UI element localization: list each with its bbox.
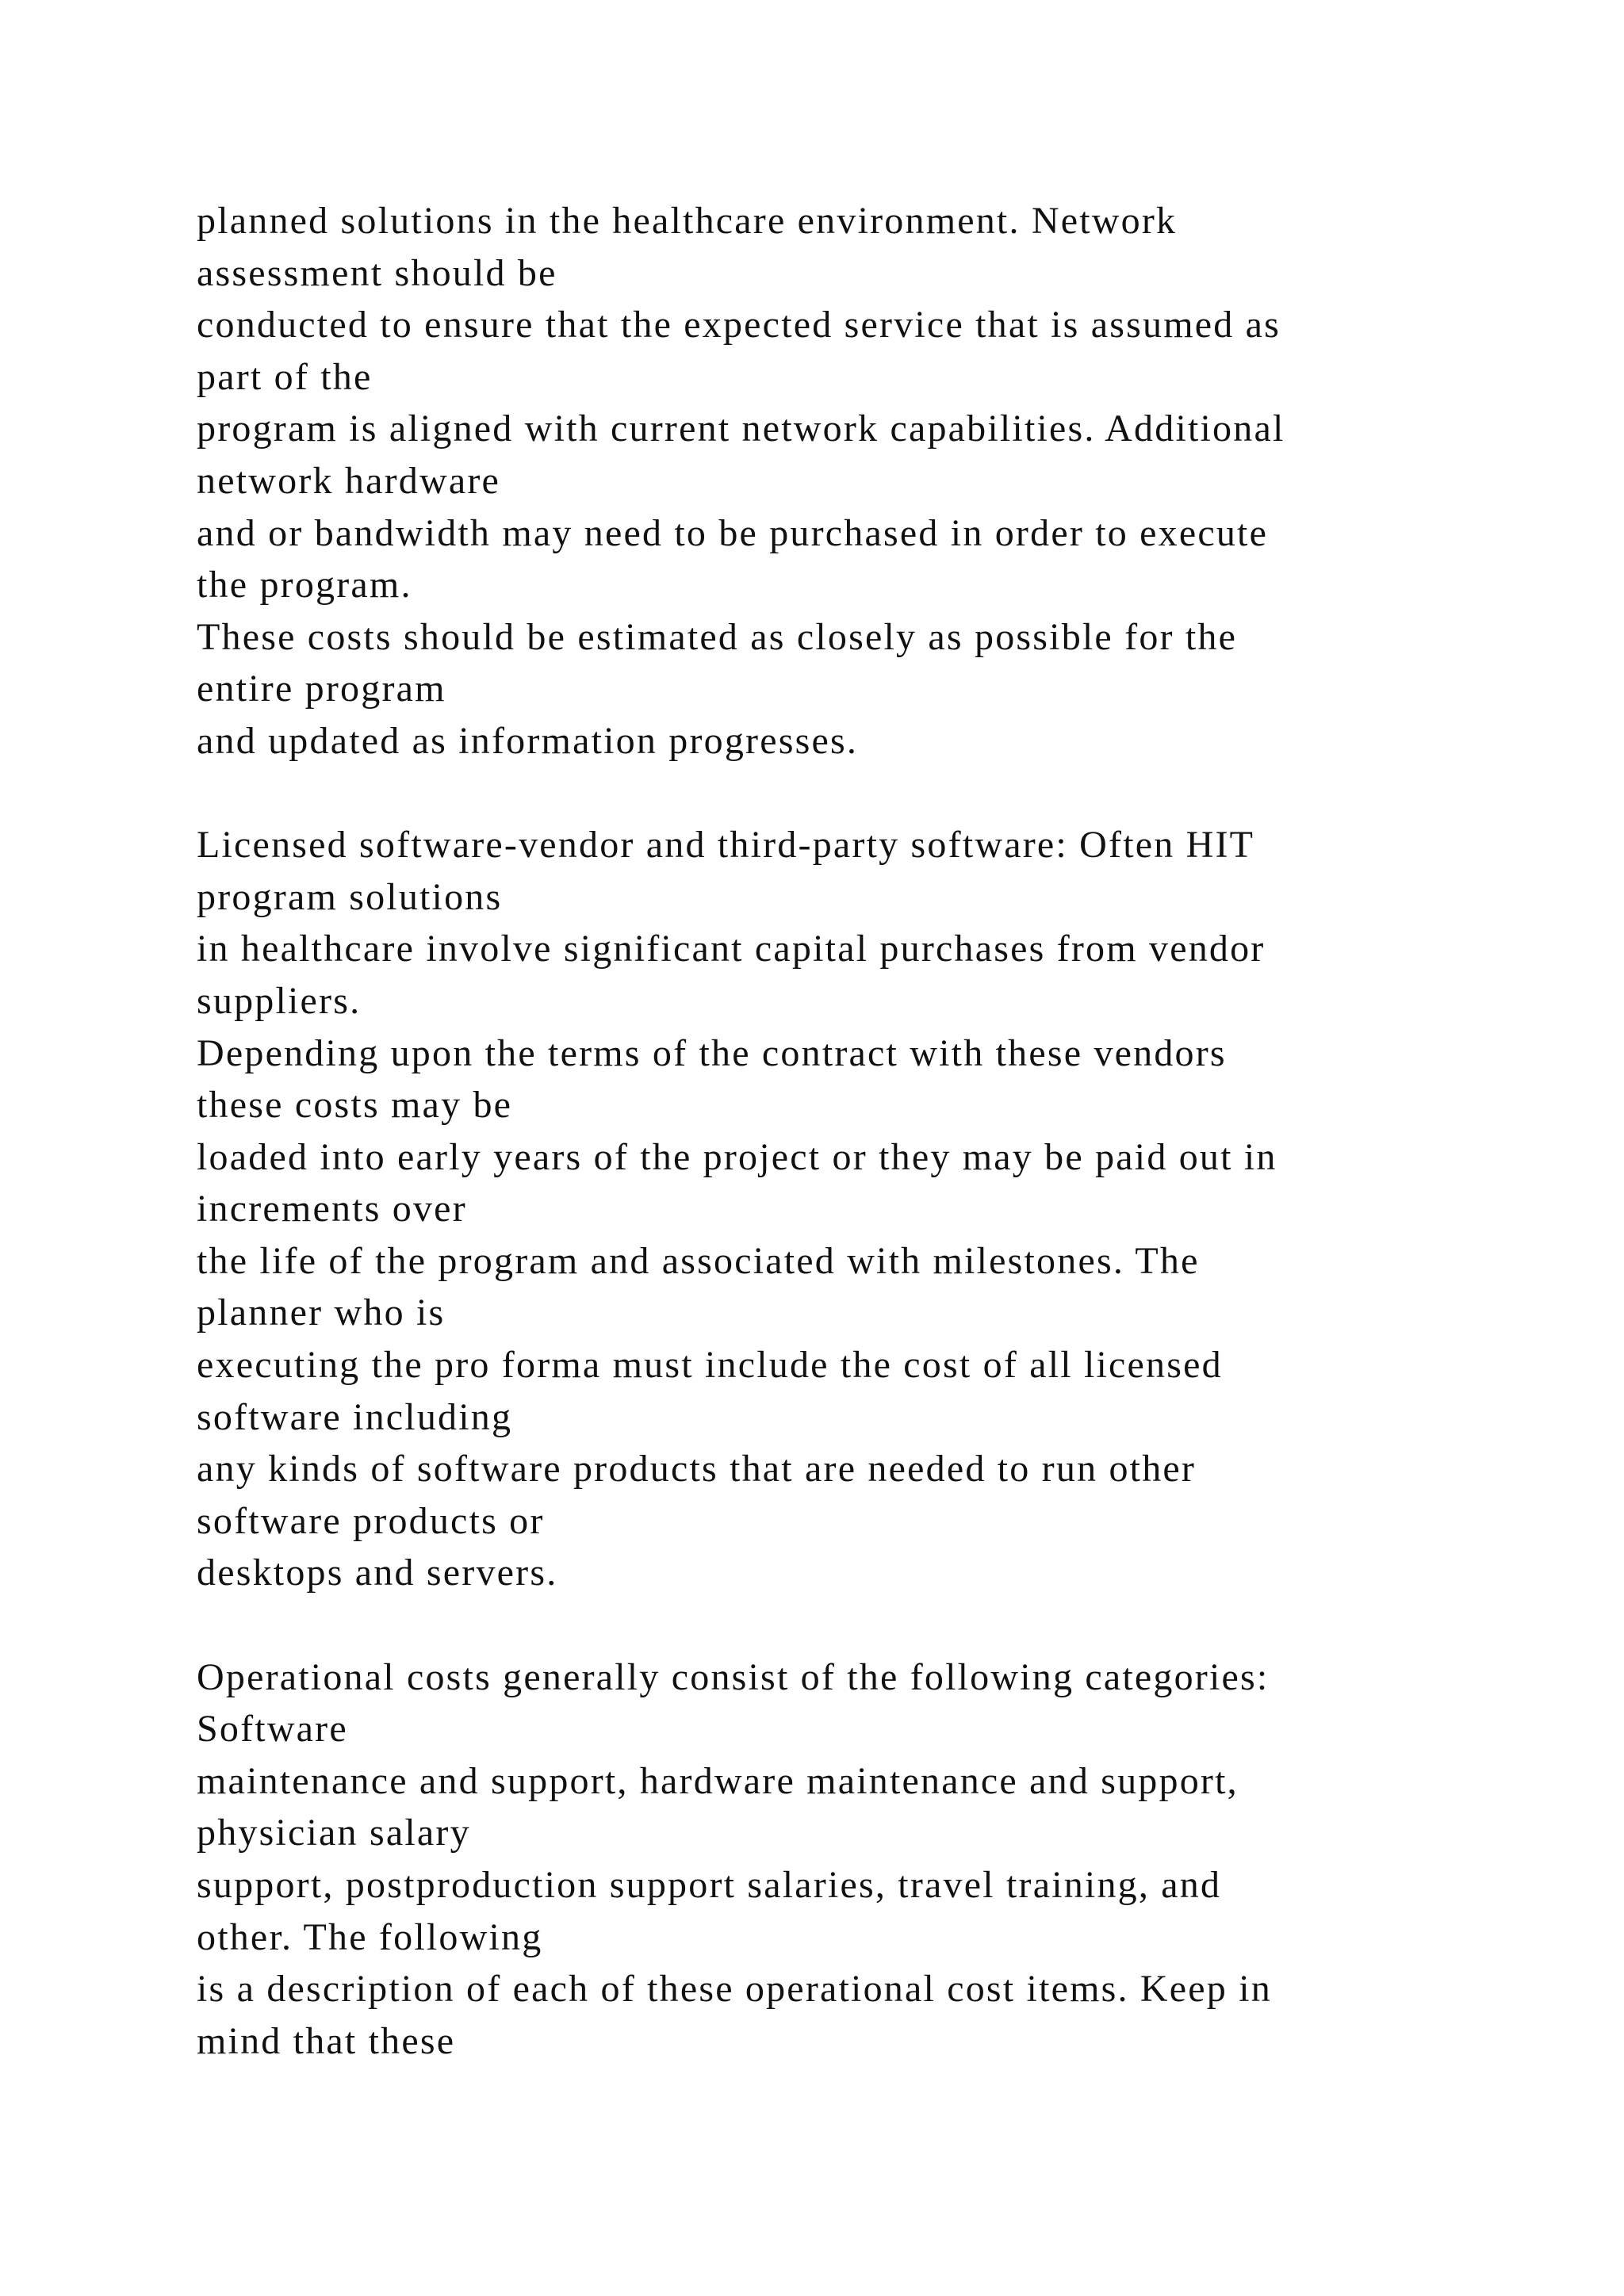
text-line: Software (197, 1708, 348, 1751)
text-line: assessment should be (197, 251, 557, 294)
text-line: conducted to ensure that the expected service that is assumed as (197, 304, 1281, 346)
text-line: physician salary (197, 1812, 471, 1854)
text-line: in healthcare involve significant capital purchases from vendor (197, 928, 1266, 970)
text-line: executing the pro forma must include the cost of all licensed (197, 1344, 1223, 1387)
text-line: program is aligned with current network capabilities. Additional (197, 408, 1285, 450)
text-line: entire program (197, 668, 446, 710)
text-line: software products or (197, 1499, 545, 1542)
text-line: planner who is (197, 1292, 446, 1334)
text-line: other. The following (197, 1915, 543, 1958)
paragraph-gap (197, 1599, 1545, 1651)
text-line: increments over (197, 1188, 467, 1230)
text-line: loaded into early years of the project or they may be paid out in (197, 1135, 1277, 1178)
text-line: and updated as information progresses. (197, 719, 859, 762)
text-line: Operational costs generally consist of the following categories: (197, 1655, 1270, 1698)
text-line: the life of the program and associated with milestones. The (197, 1239, 1200, 1282)
text-line: network hardware (197, 459, 501, 502)
paragraph (197, 195, 1545, 767)
text-line: planned solutions in the healthcare environment. Network (197, 200, 1178, 242)
text-line: is a description of each of these operational cost items. Keep in (197, 1968, 1272, 2011)
text-line: mind that these (197, 2019, 456, 2062)
text-line: program solutions (197, 875, 503, 918)
text-line: these costs may be (197, 1084, 513, 1127)
text-line: software including (197, 1395, 513, 1438)
text-line: Depending upon the terms of the contract with these vendors (197, 1031, 1227, 1074)
text-line: suppliers. (197, 979, 362, 1022)
text-line: Licensed software-vendor and third-party software: Often HIT (197, 824, 1255, 867)
text-line: maintenance and support, hardware maintenance and support, (197, 1759, 1239, 1802)
text-line: These costs should be estimated as closely as possible for the (197, 615, 1238, 658)
paragraph-gap (197, 767, 1545, 820)
paragraph (197, 819, 1545, 1599)
text-line: desktops and servers. (197, 1552, 558, 1594)
text-line: the program. (197, 564, 412, 607)
text-line: part of the (197, 355, 373, 398)
paragraph (197, 1651, 1545, 2068)
text-line: and or bandwidth may need to be purchased in order to execute (197, 511, 1269, 554)
text-line: support, postproduction support salaries, travel training, and (197, 1864, 1222, 1906)
text-line: any kinds of software products that are needed to run other (197, 1448, 1197, 1490)
body-text (197, 195, 1545, 2067)
